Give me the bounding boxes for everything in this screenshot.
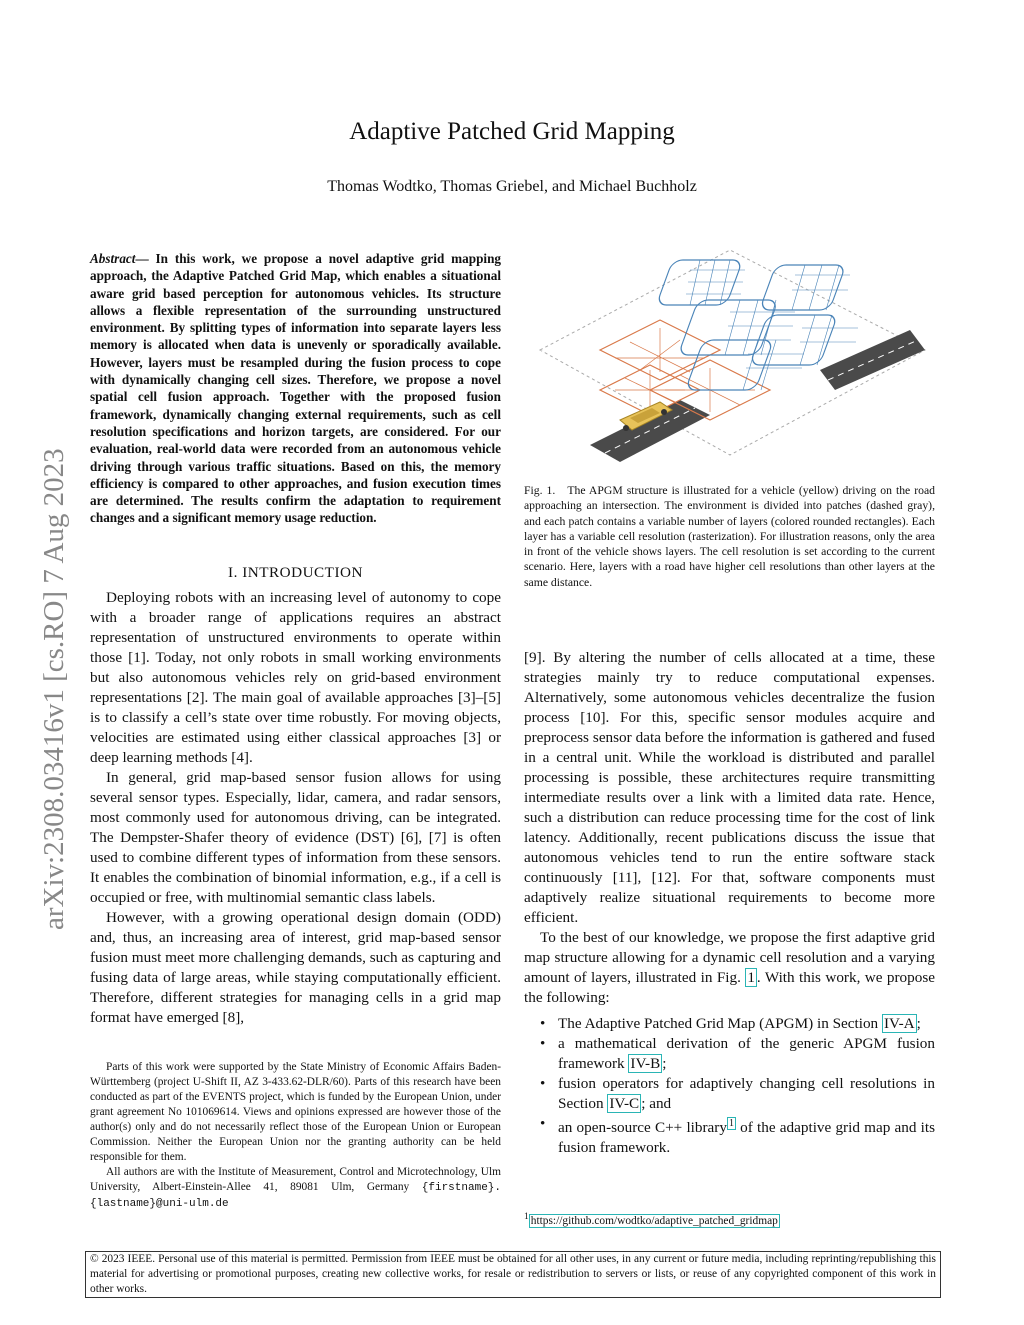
footnote-paragraph [90,1165,501,1212]
abstract [90,250,501,527]
section-ref-link[interactable]: IV-B [630,1055,661,1072]
footnote-paragraph: Parts of this work were supported by the State Ministry of Economic Affairs Baden-Württemberg (project U-Shift II, AZ 3-433.62-DLR/60). Parts of this research have been conducted as part of the EVENTS project, which is funded by the European Union, under grant agreement No 101069614. Views and opinions expressed are however those of the author(s) only and do not necessarily reflect those of the European Union or European Commission. Neither the European Union nor the granting authority can be held responsible for them. [90,1061,501,1163]
list-item: • a mathematical derivation of the generic APGM fusion framework IV-B ; [558,1034,935,1074]
footnote-mark: 1 [524,1212,529,1222]
paragraph: Deploying robots with an increasing level of autonomy to cope with a broader range of applications requires an abstract representation of unstructured environments to operate within those [1]. Today, not only robots in small working environments but also autonomous vehicles rely on grid-based environment representations [2]. The main goal of available approaches [3]–[5] is to classify a cell’s state over time robustly. For moving objects, velocities are estimated using either classical approaches [3] or deep learning methods [4]. [90,589,501,766]
introduction-body [90,588,501,1028]
list-item: • The Adaptive Patched Grid Map (APGM) in Section IV-A ; [558,1014,935,1034]
figure-1 [530,240,930,465]
figure-ref-link[interactable]: 1 [747,969,755,986]
abstract-text: — In this work, we propose a novel adaptive grid mapping approach, the Adaptive Patched Grid Map, which enables a situational aware grid based perception for autonomous vehicles. Its structure allows a flexible representation of the surrounding unstructured environment. By splitting types of information into separate layers less memory is allocated when data is unevenly or sporadically available. However, layers must be resampled during the fusion process to cope with dynamically changing cell sizes. Therefore, we propose a novel spatial cell fusion approach. Together with the proposed fusion framework, dynamically changing external requirements, such as cell resolution specifications and horizon targets, are considered. For our evaluation, real-world data were recorded from an autonomous vehicle driving through various traffic situations. Based on this, the memory efficiency is compared to other approaches, and fusion execution times are determined. The results confirm the adaptation to requirement changes and a significant memory usage reduction. [90,251,501,526]
affiliation-text: All authors are with the Institute of Measurement, Control and Microtechnology, Ulm University, Albert-Einstein-Allee 41, 89081 Ulm, Germany [90,1166,501,1193]
arxiv-identifier[interactable]: arXiv:2308.03416v1 [cs.RO] 7 Aug 2023 [38,448,70,930]
footnote-url [524,1210,935,1229]
apgm-illustration [530,240,930,465]
abstract-label: Abstract [90,251,136,266]
paragraph-text: To the best of our knowledge, we propose the first adaptive grid map structure allowing for a dynamic cell resolution and a varying amount of layers, illustrated in Fig. [524,929,935,986]
paper-authors: Thomas Wodtko, Thomas Griebel, and Michael Buchholz [327,178,697,195]
list-item: • an open-source C++ library $^1$ of the adaptive grid map and its fusion framework. [558,1114,935,1158]
github-link[interactable]: https://github.com/wodtko/adaptive_patched_gridmap [530,1214,778,1227]
paragraph: [9]. By altering the number of cells allocated at a time, these strategies mainly try to reduce computational expenses. Alternatively, some autonomous vehicles decentralize the fusion process [10]. For this, specific sensor modules acquire and preprocess sensor data before the information is gathered and fused in a central unit. While the workload is distributed and parallel processing is possible, these architectures require transmitting intermediate results over a link with a limited data rate. Hence, such a distribution can reduce processing time for the cost of link latency. Additionally, recent publications discuss the issue that autonomous vehicles tend to run the entire software stack continuously [11], [12]. For that, software components must adaptively realize situational requirements to become more efficient. [524,649,935,926]
section-ref-link[interactable]: IV-C [609,1095,640,1112]
paper-title: Adaptive Patched Grid Mapping [349,118,675,145]
contribution-list [524,1014,935,1158]
caption-label: Fig. 1. [524,484,556,497]
footnote-ref-link[interactable]: 1 [728,1118,734,1129]
copyright-notice: © 2023 IEEE. Personal use of this material is permitted. Permission from IEEE must be obtained for all other uses, in any current or future media, including reprinting/republishing this material for advertising or promotional purposes, creating new collective works, for resale or redistribution to servers or lists, or reuse of any copyrighted component of this work in other works. [85,1251,941,1298]
figure-1-caption [524,483,935,590]
email: {firstname}.{lastname}@uni-ulm.de [90,1182,501,1210]
paragraph: However, with a growing operational design domain (ODD) and, thus, an increasing area of interest, grid map-based sensor fusion must meet more challenging demands, such as capturing and fusing data of large areas, while staying computationally efficient. Therefore, different strategies for managing cells in a grid map format have emerged [8], [90,909,501,1026]
section-heading-introduction: I. INTRODUCTION [228,564,363,581]
caption-text: The APGM structure is illustrated for a vehicle (yellow) driving on the road approaching an intersection. The environment is divided into patches (dashed gray), and each patch contains a variable number of layers (colored rounded rectangles). Each layer has a variable cell resolution (rasterization). For illustration reasons, only the area in front of the vehicle shows layers. The cell resolution is set according to the current scenario. Here, layers with a road have higher cell resolutions than other layers at the same distance. [524,484,936,589]
paragraph-text: . With this work, we propose the following: [524,969,935,1006]
footnote-funding [90,1060,501,1212]
list-item: • fusion operators for adaptively changing cell resolutions in Section IV-C ; and [558,1074,935,1114]
paragraph: In general, grid map-based sensor fusion allows for using several sensor types. Especially, lidar, camera, and radar sensors, most commonly used for autonomous driving, can be integrated. The Dempster-Shafer theory of evidence (DST) [6], [7] is often used to combine different types of information from these sensors. It enables the combination of binomial information, e.g., if a cell is occupied or free, with multinomial semantic class labels. [90,769,501,906]
section-ref-link[interactable]: IV-A [883,1015,915,1032]
paragraph [524,928,935,1008]
right-column-body [524,648,935,1158]
